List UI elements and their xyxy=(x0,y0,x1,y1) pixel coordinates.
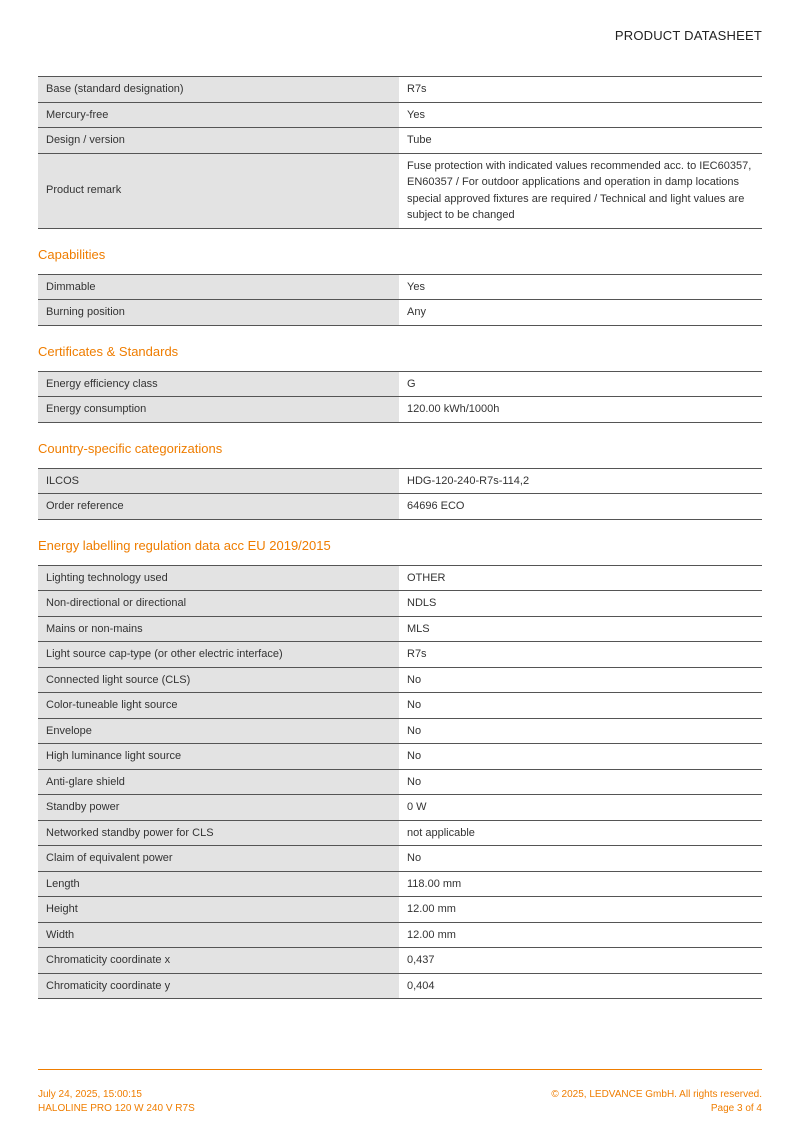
spec-label: High luminance light source xyxy=(38,744,399,770)
spec-value: G xyxy=(399,371,762,397)
spec-value: No xyxy=(399,718,762,744)
spec-value: 12.00 mm xyxy=(399,897,762,923)
table-row xyxy=(38,897,762,923)
spec-value: Any xyxy=(399,300,762,326)
table-row xyxy=(38,948,762,974)
footer-left xyxy=(38,1088,195,1116)
table-row xyxy=(38,274,762,300)
spec-label: Light source cap-type (or other electric interface) xyxy=(38,642,399,668)
spec-value: Yes xyxy=(399,102,762,128)
spec-label: Standby power xyxy=(38,795,399,821)
table-row xyxy=(38,744,762,770)
table-row xyxy=(38,468,762,494)
spec-value: 0 W xyxy=(399,795,762,821)
spec-label: Anti-glare shield xyxy=(38,769,399,795)
spec-table xyxy=(38,468,762,520)
table-row xyxy=(38,667,762,693)
spec-label: Connected light source (CLS) xyxy=(38,667,399,693)
footer-divider xyxy=(38,1069,762,1070)
table-row xyxy=(38,769,762,795)
spec-value: Yes xyxy=(399,274,762,300)
spec-label: Mercury-free xyxy=(38,102,399,128)
spec-label: Width xyxy=(38,922,399,948)
table-row xyxy=(38,153,762,228)
datasheet-content xyxy=(38,76,762,999)
spec-value: No xyxy=(399,693,762,719)
spec-table xyxy=(38,274,762,326)
table-row xyxy=(38,642,762,668)
spec-value: 0,404 xyxy=(399,973,762,999)
spec-label: Networked standby power for CLS xyxy=(38,820,399,846)
section-title: Country-specific categorizations xyxy=(38,440,223,456)
footer-product-name: HALOLINE PRO 120 W 240 V R7S xyxy=(38,1103,195,1114)
spec-label: Burning position xyxy=(38,300,399,326)
spec-label: Non-directional or directional xyxy=(38,591,399,617)
spec-table xyxy=(38,371,762,423)
spec-label: Chromaticity coordinate x xyxy=(38,948,399,974)
table-row xyxy=(38,77,762,103)
spec-value: Fuse protection with indicated values recommended acc. to IEC60357, EN60357 / For outdoor applications and operation in damp locations special approved fixtures are required / Technical and light values are subject to be changed xyxy=(399,153,762,228)
spec-label: Dimmable xyxy=(38,274,399,300)
spec-value: No xyxy=(399,744,762,770)
spec-value: R7s xyxy=(399,77,762,103)
spec-value: No xyxy=(399,846,762,872)
table-row xyxy=(38,591,762,617)
footer-date: July 24, 2025, 15:00:15 xyxy=(38,1089,142,1100)
document-header-title: PRODUCT DATASHEET xyxy=(614,28,762,43)
spec-value: NDLS xyxy=(399,591,762,617)
spec-label: Design / version xyxy=(38,128,399,154)
spec-value: 0,437 xyxy=(399,948,762,974)
spec-label: Claim of equivalent power xyxy=(38,846,399,872)
spec-value: 12.00 mm xyxy=(399,922,762,948)
spec-label: ILCOS xyxy=(38,468,399,494)
spec-value: 118.00 mm xyxy=(399,871,762,897)
spec-value: HDG-120-240-R7s-114,2 xyxy=(399,468,762,494)
footer-copyright: © 2025, LEDVANCE GmbH. All rights reserved. xyxy=(551,1089,762,1100)
spec-value: 64696 ECO xyxy=(399,494,762,520)
spec-label: Envelope xyxy=(38,718,399,744)
spec-label: Color-tuneable light source xyxy=(38,693,399,719)
spec-table xyxy=(38,565,762,1000)
table-row xyxy=(38,693,762,719)
spec-value: MLS xyxy=(399,616,762,642)
table-row xyxy=(38,871,762,897)
spec-label: Lighting technology used xyxy=(38,565,399,591)
table-row xyxy=(38,846,762,872)
spec-value: Tube xyxy=(399,128,762,154)
footer-page-number: Page 3 of 4 xyxy=(710,1103,762,1114)
section-title: Energy labelling regulation data acc EU 2019/2015 xyxy=(38,537,331,553)
spec-value: No xyxy=(399,667,762,693)
spec-value: OTHER xyxy=(399,565,762,591)
spec-value: not applicable xyxy=(399,820,762,846)
spec-label: Base (standard designation) xyxy=(38,77,399,103)
spec-label: Product remark xyxy=(38,153,399,228)
table-row xyxy=(38,973,762,999)
table-row xyxy=(38,616,762,642)
spec-value: 120.00 kWh/1000h xyxy=(399,397,762,423)
table-row xyxy=(38,397,762,423)
spec-label: Height xyxy=(38,897,399,923)
section-title: Capabilities xyxy=(38,246,106,262)
spec-label: Energy efficiency class xyxy=(38,371,399,397)
spec-label: Order reference xyxy=(38,494,399,520)
spec-value: No xyxy=(399,769,762,795)
spec-table xyxy=(38,76,762,229)
table-row xyxy=(38,565,762,591)
table-row xyxy=(38,371,762,397)
table-row xyxy=(38,795,762,821)
table-row xyxy=(38,102,762,128)
spec-label: Length xyxy=(38,871,399,897)
spec-label: Energy consumption xyxy=(38,397,399,423)
spec-label: Mains or non-mains xyxy=(38,616,399,642)
table-row xyxy=(38,718,762,744)
table-row xyxy=(38,300,762,326)
table-row xyxy=(38,922,762,948)
table-row xyxy=(38,128,762,154)
spec-label: Chromaticity coordinate y xyxy=(38,973,399,999)
footer-right xyxy=(551,1088,762,1116)
section-title: Certificates & Standards xyxy=(38,343,179,359)
table-row xyxy=(38,494,762,520)
table-row xyxy=(38,820,762,846)
spec-value: R7s xyxy=(399,642,762,668)
